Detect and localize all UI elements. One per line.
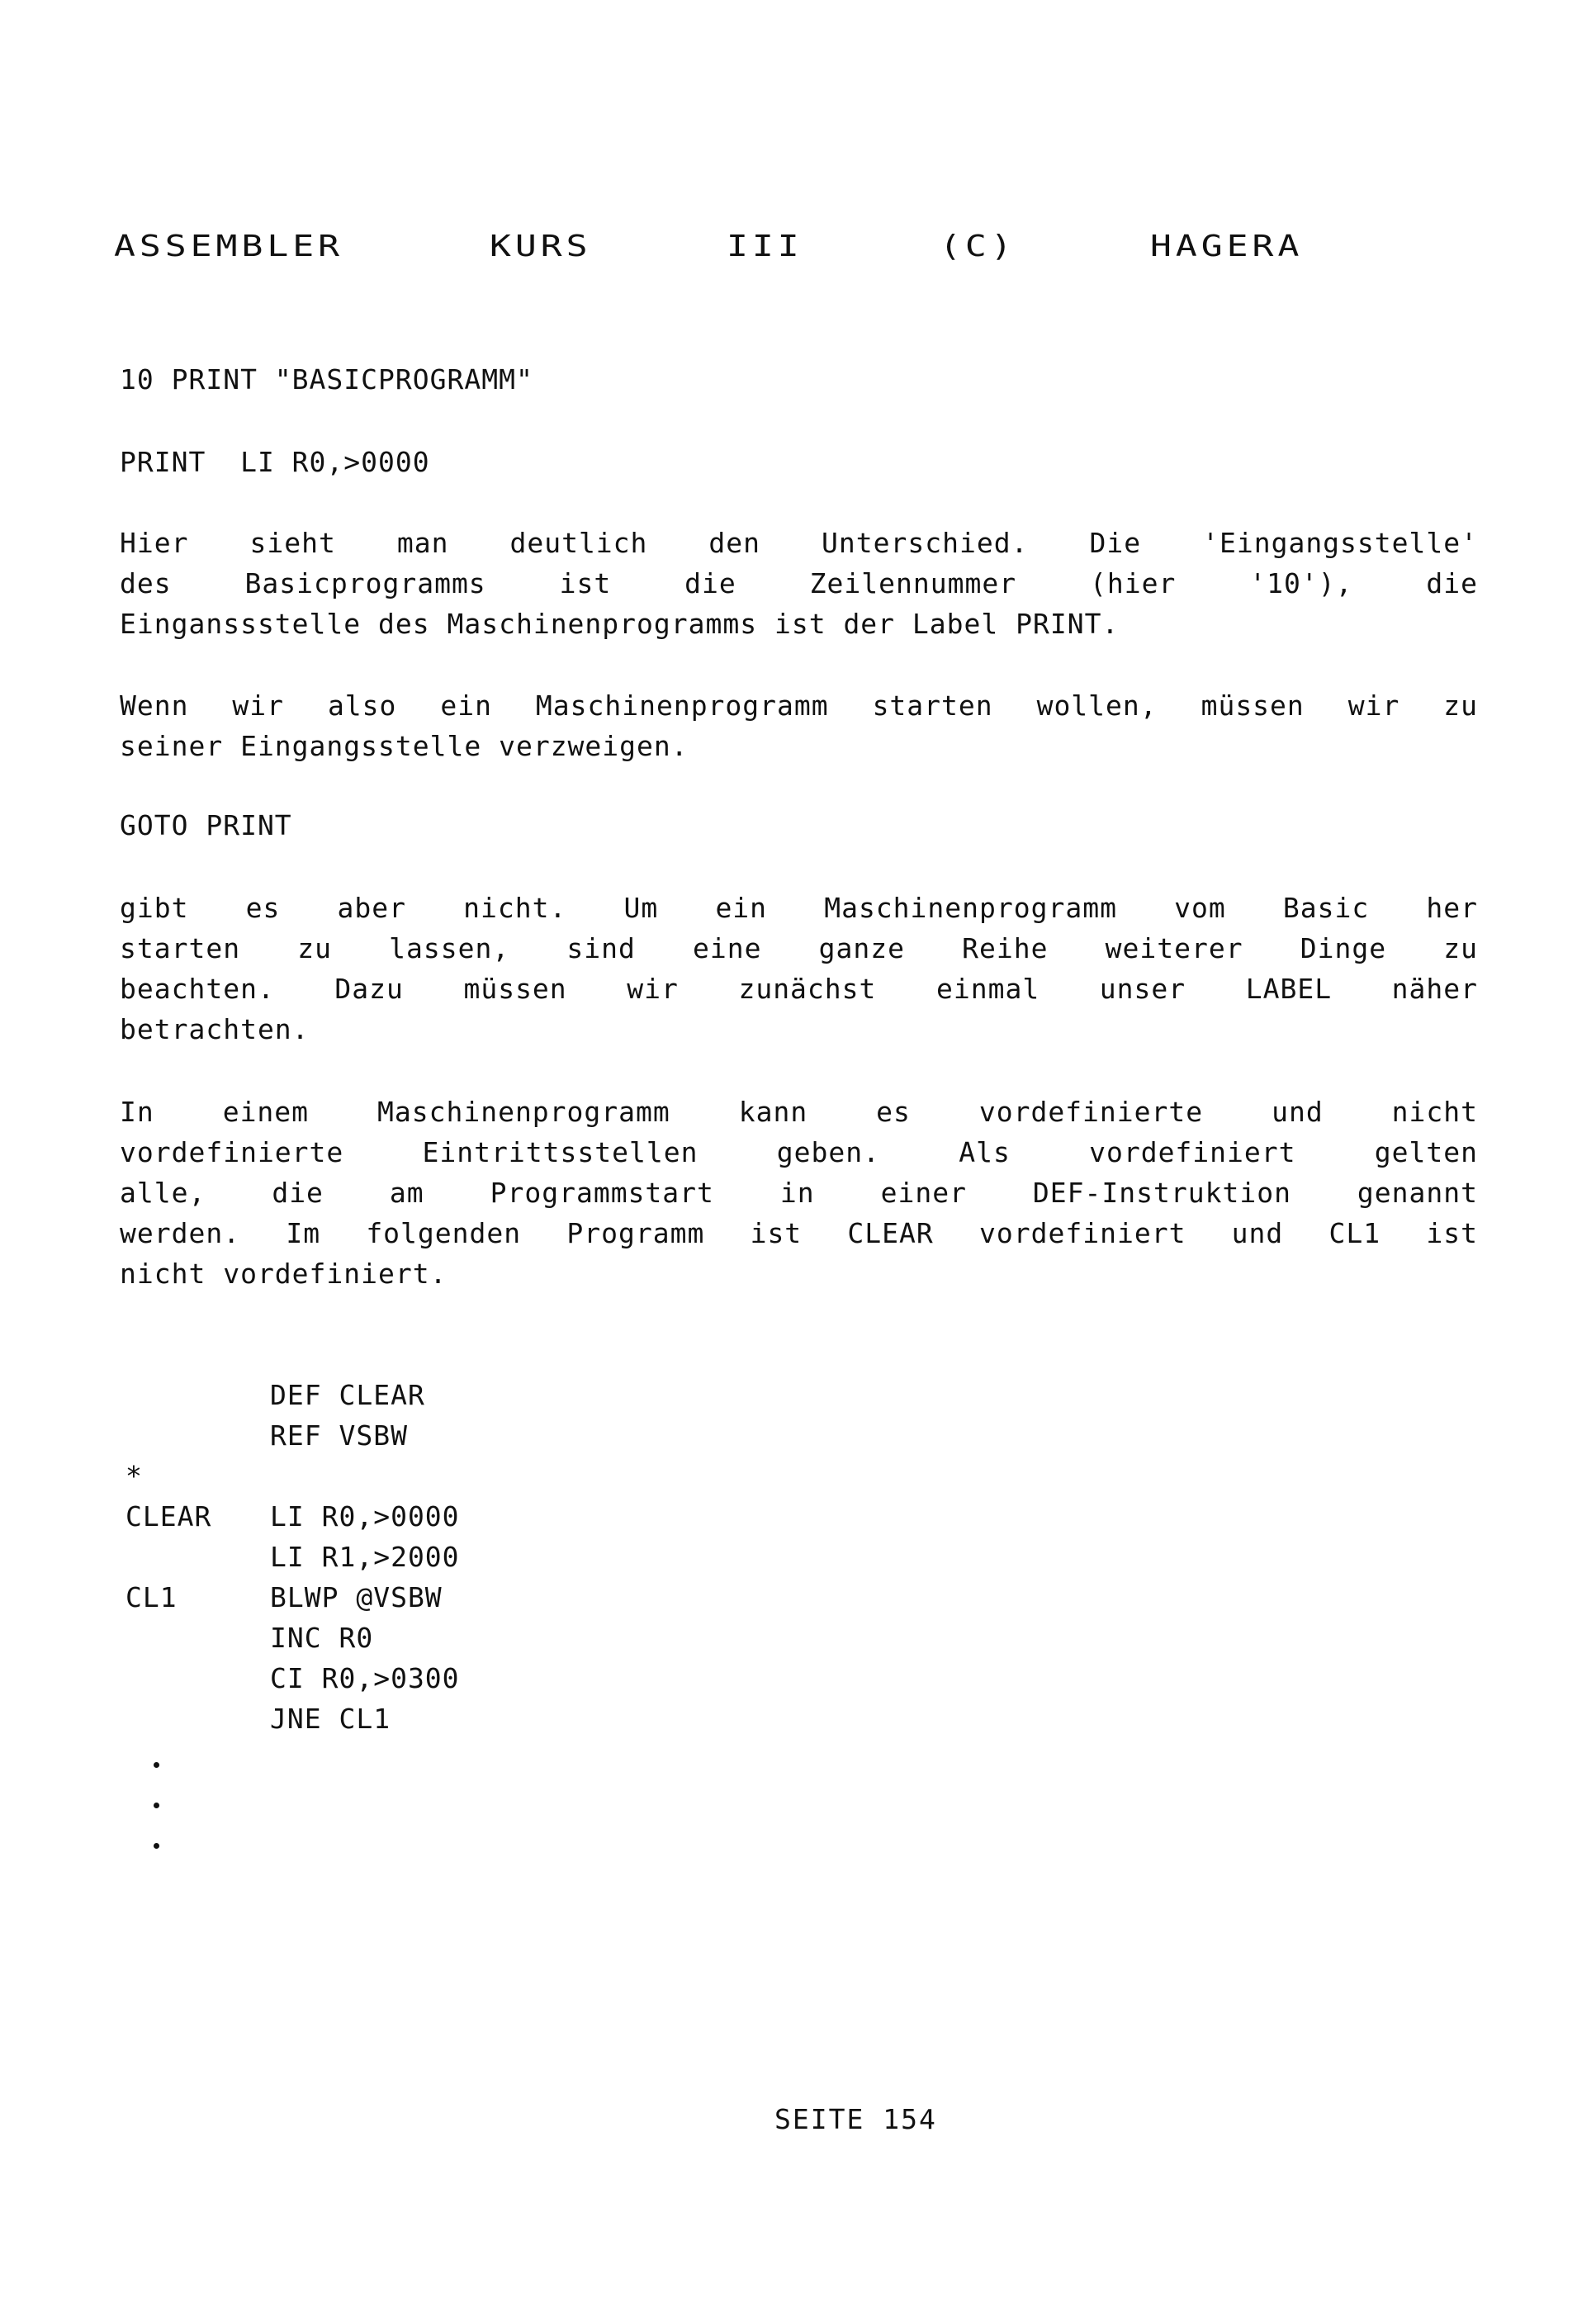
header-title: ASSEMBLER [114, 230, 343, 263]
paragraph-line: vordefinierte Eintrittsstellen geben. Als vordefiniert gelten [120, 1136, 1478, 1168]
code-row [126, 1577, 443, 1618]
code-instruction: BLWP @VSBW [270, 1581, 443, 1613]
paragraph-difference [120, 523, 1478, 644]
code-row [126, 1456, 229, 1496]
paragraph-predefined [120, 1092, 1478, 1294]
code-instruction: CI R0,>0300 [270, 1662, 460, 1694]
paragraph-line: betrachten. [120, 1013, 310, 1045]
paragraph-line: nicht vordefiniert. [120, 1258, 448, 1290]
paragraph-line: seiner Eingangsstelle verzweigen. [120, 730, 689, 762]
paragraph-line: starten zu lassen, sind eine ganze Reihe weiterer Dinge zu [120, 932, 1478, 964]
paragraph-line: Einganssstelle des Maschinenprogramms ist der Label PRINT. [120, 608, 1120, 640]
header-copyright: (C) [940, 230, 1016, 263]
header-course: KURS [490, 230, 592, 263]
continuation-dot [154, 1843, 159, 1849]
code-row [126, 1375, 425, 1415]
paragraph-line: Wenn wir also ein Maschinenprogramm starten wollen, müssen wir zu [120, 689, 1478, 722]
paragraph-line: gibt es aber nicht. Um ein Maschinenprogramm vom Basic her [120, 892, 1478, 924]
paragraph-line: werden. Im folgenden Programm ist CLEAR vordefiniert und CL1 ist [120, 1217, 1478, 1249]
code-row [126, 1698, 391, 1739]
code-instruction: JNE CL1 [270, 1703, 391, 1735]
continuation-dot [154, 1762, 159, 1768]
code-instruction: LI R1,>2000 [270, 1541, 460, 1573]
paragraph-line: alle, die am Programmstart in einer DEF-Instruktion genannt [120, 1177, 1478, 1209]
code-instruction: INC R0 [270, 1622, 374, 1654]
header-volume: III [727, 230, 803, 263]
code-instruction: LI R0,>0000 [270, 1500, 460, 1533]
code-row [126, 1618, 374, 1658]
goto-example-line: GOTO PRINT [120, 809, 292, 841]
code-instruction: DEF CLEAR [270, 1379, 425, 1411]
code-label: CLEAR [126, 1500, 212, 1533]
code-label: * [126, 1460, 143, 1492]
code-row [126, 1496, 460, 1537]
page-number: SEITE 154 [774, 2103, 937, 2135]
header-author: HAGERA [1150, 230, 1304, 263]
paragraph-line: beachten. Dazu müssen wir zunächst einmal unser LABEL näher [120, 973, 1478, 1005]
page-header [114, 230, 1402, 270]
paragraph-line: Hier sieht man deutlich den Unterschied. Die 'Eingangsstelle' [120, 527, 1478, 559]
assembler-example-line: PRINT LI R0,>0000 [120, 446, 430, 478]
basic-example-line: 10 PRINT "BASICPROGRAMM" [120, 363, 533, 396]
code-instruction: REF VSBW [270, 1419, 408, 1452]
paragraph-line: In einem Maschinenprogramm kann es vordefinierte und nicht [120, 1096, 1478, 1128]
paragraph-basic-start [120, 888, 1478, 1049]
code-label: CL1 [126, 1581, 178, 1613]
code-row [126, 1415, 408, 1456]
paragraph-entry-point [120, 685, 1478, 766]
continuation-dot [154, 1803, 159, 1808]
code-listing [126, 1375, 460, 1739]
paragraph-line: des Basicprogramms ist die Zeilennummer (hier '10'), die [120, 567, 1478, 599]
code-row [126, 1658, 460, 1698]
code-row [126, 1537, 460, 1577]
